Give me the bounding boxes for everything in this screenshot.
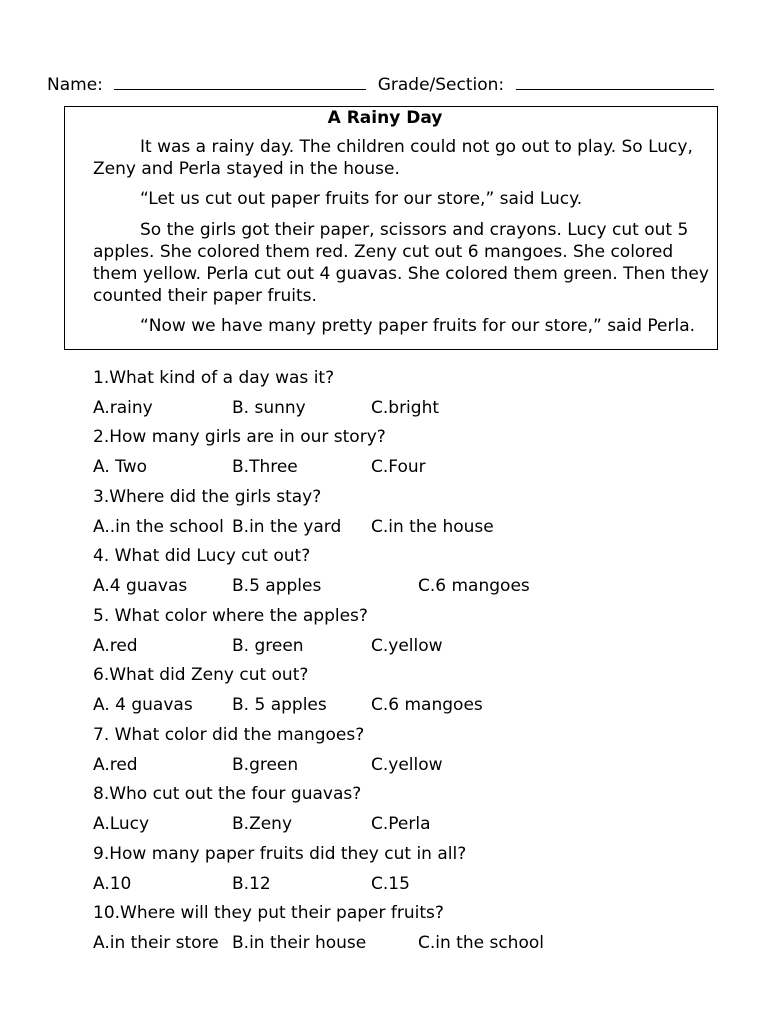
grade-section-label: Grade/Section: bbox=[377, 75, 505, 95]
q7-option-a[interactable]: A.red bbox=[93, 755, 138, 775]
passage-paragraph-2: “Let us cut out paper fruits for our store,” said Lucy. bbox=[140, 189, 583, 209]
question-9: 9.How many paper fruits did they cut in all? bbox=[93, 844, 467, 864]
passage-title: A Rainy Day bbox=[327, 108, 443, 128]
q5-option-b[interactable]: B. green bbox=[232, 636, 304, 656]
q10-option-b[interactable]: B.in their house bbox=[232, 933, 367, 953]
name-blank[interactable] bbox=[114, 73, 366, 90]
q9-option-c[interactable]: C.15 bbox=[371, 874, 410, 894]
q2-option-c[interactable]: C.Four bbox=[371, 457, 426, 477]
header-line bbox=[47, 73, 727, 97]
q8-option-b[interactable]: B.Zeny bbox=[232, 814, 293, 834]
question-7: 7. What color did the mangoes? bbox=[93, 725, 365, 745]
q3-option-b[interactable]: B.in the yard bbox=[232, 517, 342, 537]
q10-option-c[interactable]: C.in the school bbox=[418, 933, 544, 953]
name-label: Name: bbox=[47, 75, 103, 95]
q1-option-c[interactable]: C.bright bbox=[371, 398, 440, 418]
q4-option-b[interactable]: B.5 apples bbox=[232, 576, 322, 596]
q5-option-c[interactable]: C.yellow bbox=[371, 636, 443, 656]
passage-paragraph-1: It was a rainy day. The children could not go out to play. So Lucy, Zeny and Perla stayed in the house. bbox=[93, 137, 693, 179]
q8-option-c[interactable]: C.Perla bbox=[371, 814, 431, 834]
question-2: 2.How many girls are in our story? bbox=[93, 427, 386, 447]
grade-section-blank[interactable] bbox=[516, 73, 714, 90]
q2-option-a[interactable]: A. Two bbox=[93, 457, 148, 477]
q6-option-c[interactable]: C.6 mangoes bbox=[371, 695, 483, 715]
q1-option-a[interactable]: A.rainy bbox=[93, 398, 153, 418]
q6-option-b[interactable]: B. 5 apples bbox=[232, 695, 327, 715]
q6-option-a[interactable]: A. 4 guavas bbox=[93, 695, 193, 715]
q3-option-a[interactable]: A..in the school bbox=[93, 517, 224, 537]
q9-option-b[interactable]: B.12 bbox=[232, 874, 271, 894]
q5-option-a[interactable]: A.red bbox=[93, 636, 138, 656]
q10-option-a[interactable]: A.in their store bbox=[93, 933, 219, 953]
question-4: 4. What did Lucy cut out? bbox=[93, 546, 311, 566]
question-10: 10.Where will they put their paper fruits? bbox=[93, 903, 444, 923]
passage-paragraph-4: “Now we have many pretty paper fruits for our store,” said Perla. bbox=[140, 316, 696, 336]
q2-option-b[interactable]: B.Three bbox=[232, 457, 298, 477]
passage-paragraph-3: So the girls got their paper, scissors and crayons. Lucy cut out 5 apples. She colored them red. Zeny cut out 6 mangoes. She colored them yellow. Perla cut out 4 guavas. She colored them green. Then they counted their paper fruits. bbox=[93, 220, 709, 306]
passage-box bbox=[64, 106, 718, 350]
question-1: 1.What kind of a day was it? bbox=[93, 368, 335, 388]
q3-option-c[interactable]: C.in the house bbox=[371, 517, 494, 537]
q4-option-a[interactable]: A.4 guavas bbox=[93, 576, 188, 596]
question-5: 5. What color where the apples? bbox=[93, 606, 368, 626]
question-3: 3.Where did the girls stay? bbox=[93, 487, 322, 507]
q1-option-b[interactable]: B. sunny bbox=[232, 398, 306, 418]
q7-option-b[interactable]: B.green bbox=[232, 755, 299, 775]
q4-option-c[interactable]: C.6 mangoes bbox=[418, 576, 530, 596]
q9-option-a[interactable]: A.10 bbox=[93, 874, 132, 894]
question-8: 8.Who cut out the four guavas? bbox=[93, 784, 362, 804]
q8-option-a[interactable]: A.Lucy bbox=[93, 814, 150, 834]
q7-option-c[interactable]: C.yellow bbox=[371, 755, 443, 775]
question-6: 6.What did Zeny cut out? bbox=[93, 665, 309, 685]
